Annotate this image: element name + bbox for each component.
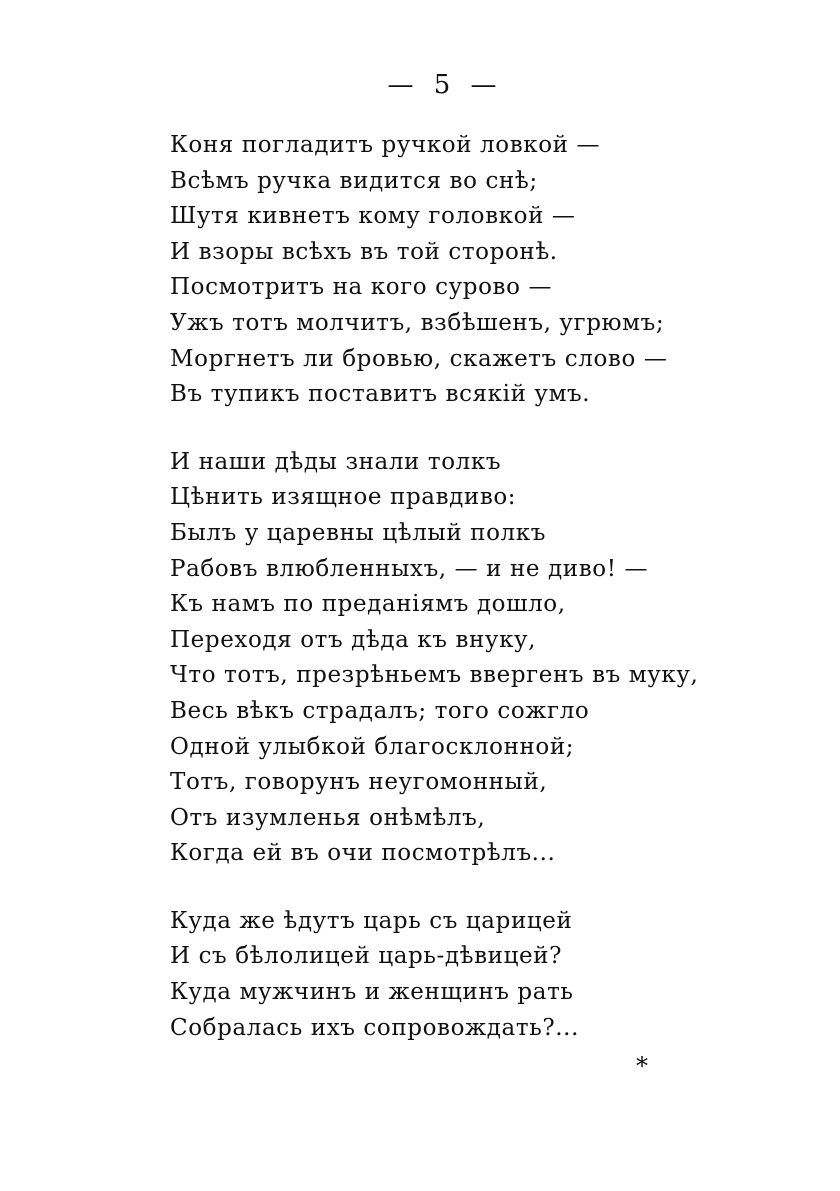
poem-line: Къ намъ по преданіямъ дошло, <box>170 591 566 618</box>
stanza <box>170 445 810 872</box>
poem-line: Въ тупикъ поставитъ всякій умъ. <box>170 381 591 408</box>
poem-line: Всѣмъ ручка видится во снѣ; <box>170 167 538 194</box>
poem-line: Тотъ, говорунъ неугомонный, <box>170 769 548 796</box>
poem-line: Куда же ѣдутъ царь съ царицей <box>170 907 573 934</box>
poem-line: Отъ изумленья онѣмѣлъ, <box>170 804 486 831</box>
stanza <box>170 128 810 413</box>
poem-line: И наши дѣды знали толкъ <box>170 448 502 475</box>
poem-line: Цѣнить изящное правдиво: <box>170 484 517 511</box>
poem-line: Ужъ тотъ молчитъ, взбѣшенъ, угрюмъ; <box>170 309 665 336</box>
poem-line: Моргнетъ ли бровью, скажетъ слово — <box>170 345 668 372</box>
page-number: — 5 — <box>387 70 503 100</box>
poem-line: Что тотъ, презрѣньемъ ввергенъ въ муку, <box>170 662 699 689</box>
poem-line: Куда мужчинъ и женщинъ рать <box>170 979 574 1006</box>
poem-line: Коня погладитъ ручкой ловкой — <box>170 132 601 158</box>
poem-line: Когда ей въ очи посмотрѣлъ... <box>170 840 556 867</box>
asterisk-ornament: * <box>636 1052 648 1080</box>
poem-line: Одной улыбкой благосклонной; <box>170 733 575 760</box>
poem-text <box>170 128 810 1078</box>
poem-line: И съ бѣлолицей царь-дѣвицей? <box>170 943 563 970</box>
poem-line: Посмотритъ на кого сурово — <box>170 274 553 301</box>
stanza <box>170 904 810 1046</box>
poem-line: Собралась ихъ сопровождать?... <box>170 1014 579 1041</box>
poem-line: Былъ у царевны цѣлый полкъ <box>170 519 546 546</box>
poem-line: Шутя кивнетъ кому головкой — <box>170 203 576 230</box>
poem-line: Рабовъ влюбленныхъ, — и не диво! — <box>170 555 649 582</box>
poem-line: И взоры всѣхъ въ той сторонѣ. <box>170 238 558 265</box>
poem-line: Переходя отъ дѣда къ внуку, <box>170 626 537 653</box>
poem-line: Весь вѣкъ страдалъ; того сожгло <box>170 697 590 724</box>
